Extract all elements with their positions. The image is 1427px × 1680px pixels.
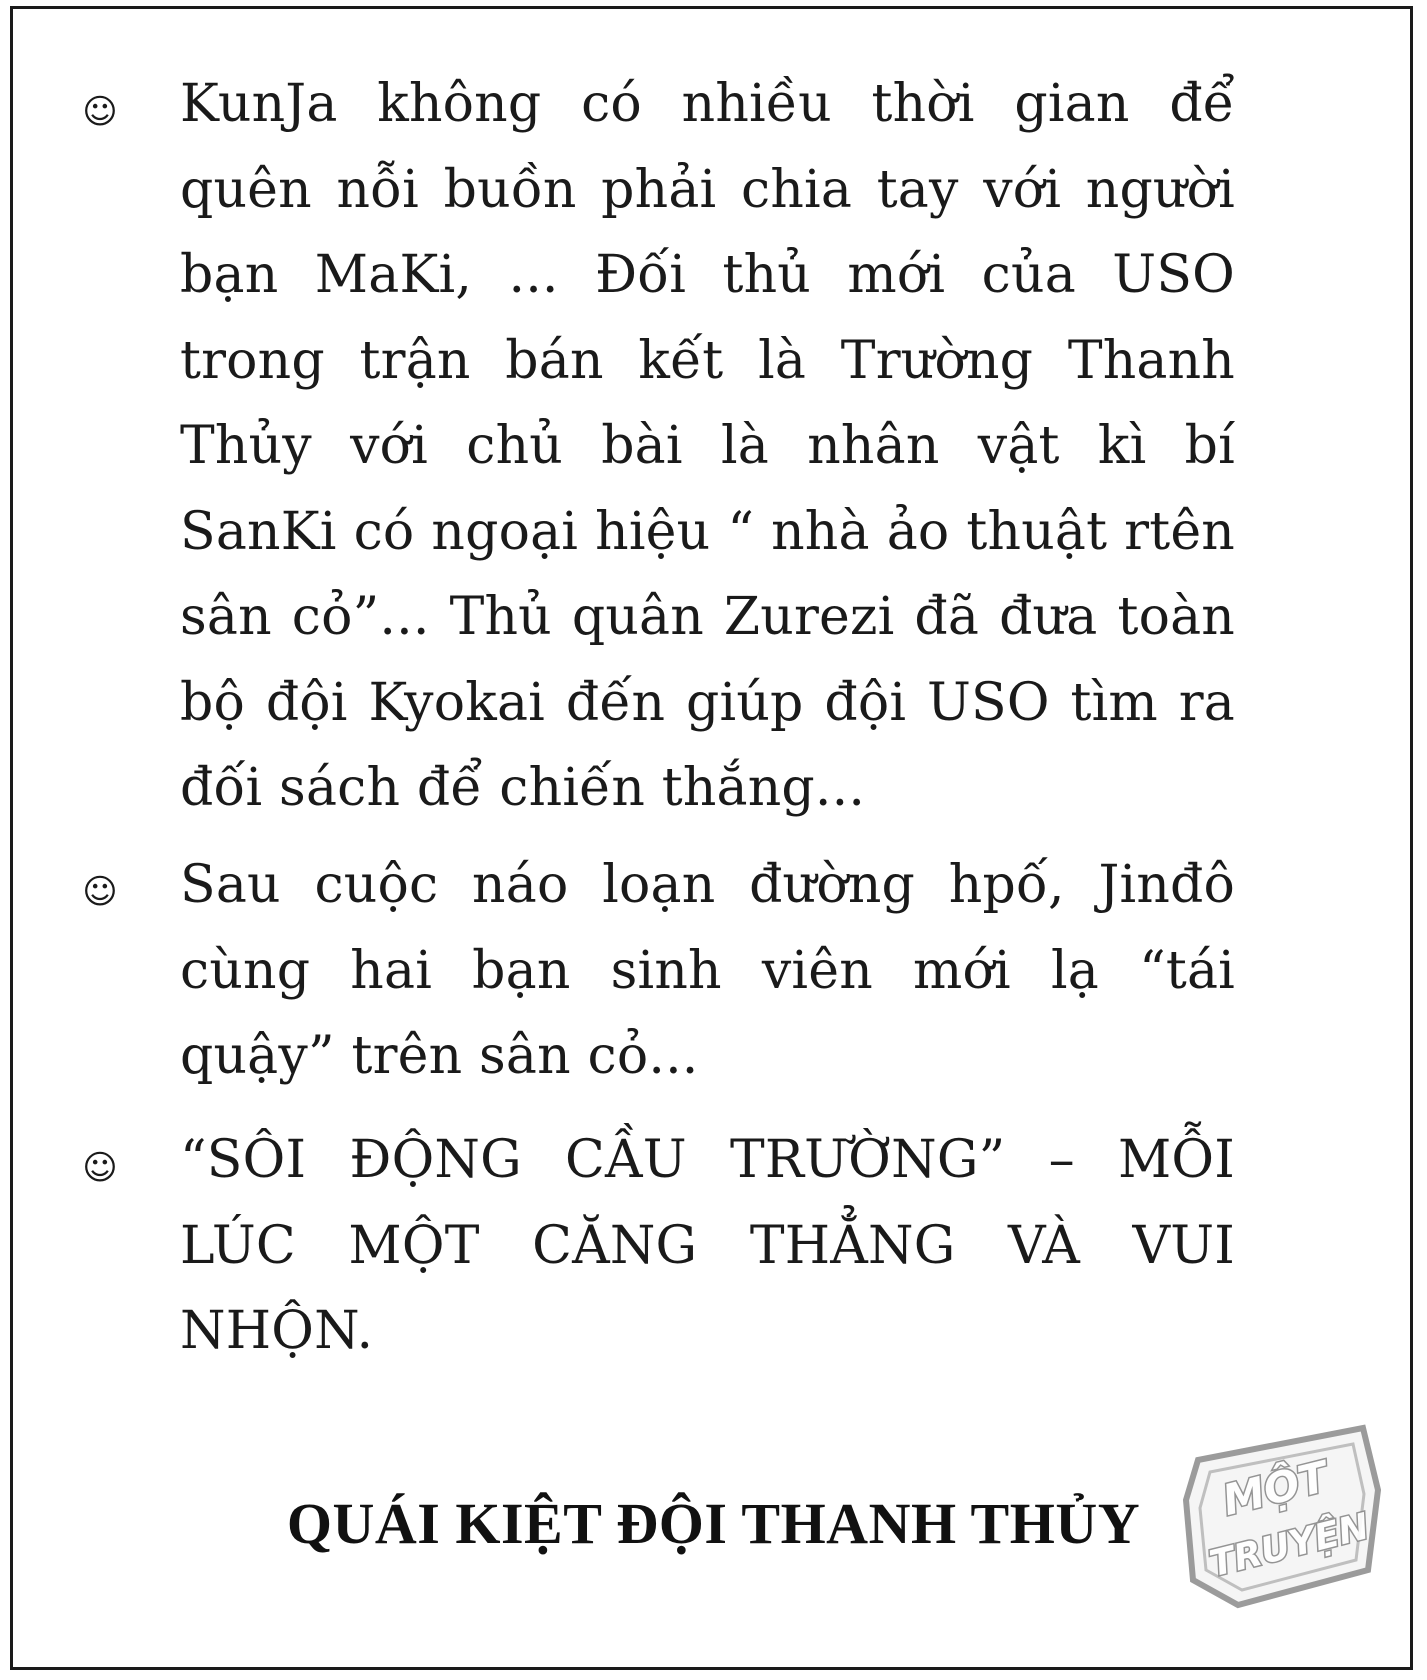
smiley-bullet-icon: ☺ <box>82 872 118 912</box>
smiley-bullet-icon: ☺ <box>82 1148 118 1188</box>
smiley-bullet-icon: ☺ <box>82 92 118 132</box>
watermark-line2: TRUYỆN <box>1205 1506 1374 1586</box>
paragraph-text: “SÔI ĐỘNG CẦU TRƯỜNG” – MỖI LÚC MỘT CĂNG THẲNG VÀ VUI NHỘN. <box>180 1130 1235 1361</box>
watermark-logo <box>1178 1420 1388 1620</box>
paragraph-text: KunJa không có nhiều thời gian để quên nỗi buồn phải chia tay với người bạn MaKi, ... Đối thủ mới của USO trong trận bán kết là Trường Thanh Thủy với chủ bài là nhân vật kì bí SanKi có ngoại hiệu “ nhà ảo thuật rtên sân cỏ”... Thủ quân Zurezi đã đưa toàn bộ đội Kyokai đến giúp đội USO tìm ra đối sách để chiến thắng... <box>180 74 1235 818</box>
paragraph-text: Sau cuộc náo loạn đường hpố, Jinđô cùng hai bạn sinh viên mới lạ “tái quậy” trên sân cỏ... <box>180 855 1235 1086</box>
watermark-line1: MỘT <box>1217 1451 1333 1526</box>
series-title: QUÁI KIỆT ĐỘI THANH THỦY <box>286 1491 1141 1556</box>
